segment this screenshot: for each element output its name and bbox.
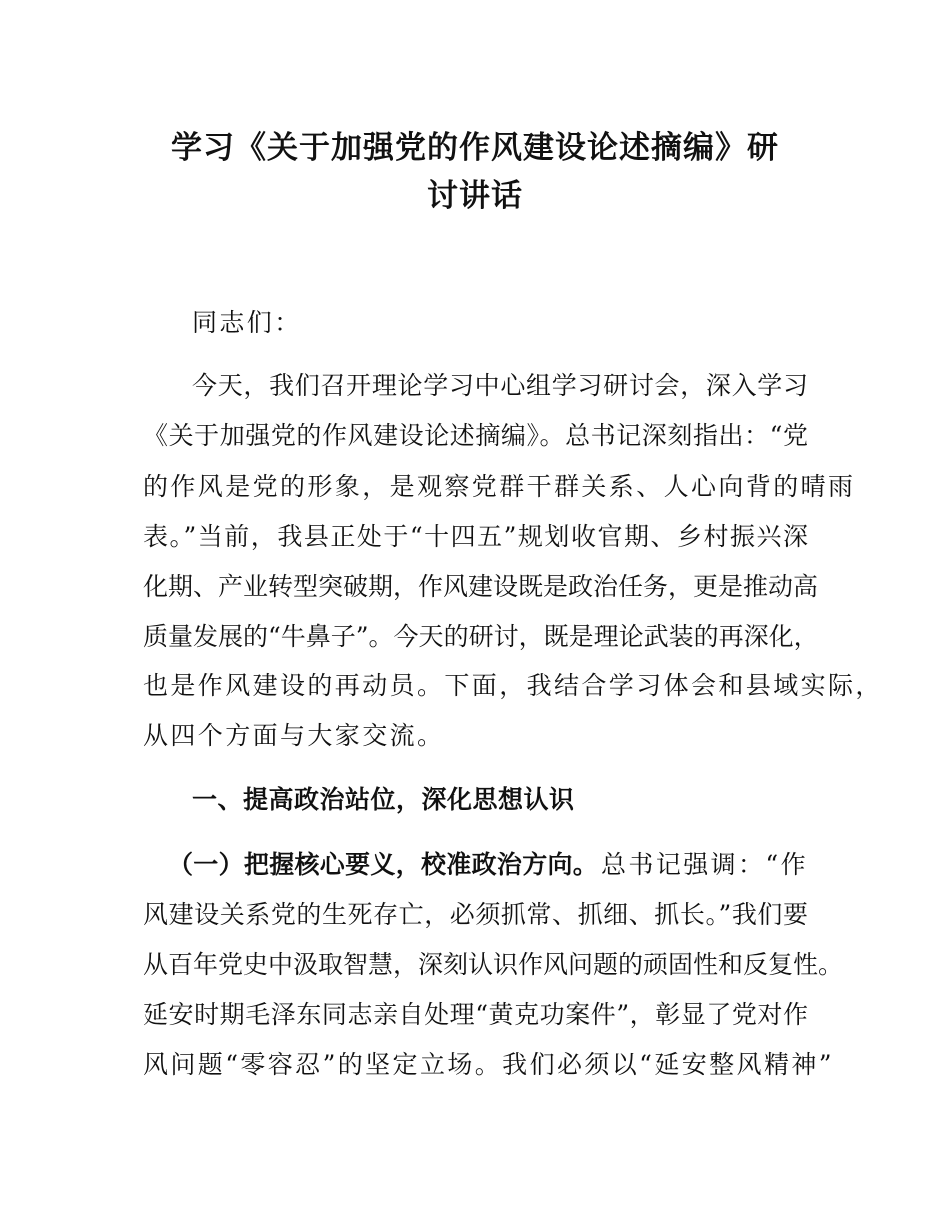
intro-line: 表。”当前，我县正处于“十四五”规划收官期、乡村振兴深 [143,522,808,551]
intro-line: 的作风是党的形象，是观察党群干群关系、人心向背的晴雨 [143,472,856,501]
subsection-lead: （一）把握核心要义，校准政治方向。 [168,850,599,879]
subsection-line: 风问题“零容忍”的坚定立场。我们必须以“延安整风精神” [143,1050,834,1079]
document-title-line-2: 讨讲话 [427,178,523,214]
intro-line: 《关于加强党的作风建设论述摘编》。总书记深刻指出：“党 [143,421,808,450]
subsection-line: 延安时期毛泽东同志亲自处理“黄克功案件”，彰显了党对作 [143,1000,808,1029]
document-title-line-1: 学习《关于加强党的作风建设论述摘编》研 [171,130,779,166]
intro-line: 也是作风建设的再动员。下面，我结合学习体会和县域实际， [143,671,883,700]
subsection-line: 风建设关系党的生死存亡，必须抓常、抓细、抓长。”我们要 [143,900,808,929]
intro-line: 化期、产业转型突破期，作风建设既是政治任务，更是推动高 [143,572,819,601]
intro-line: 质量发展的“牛鼻子”。今天的研讨，既是理论武装的再深化， [143,622,819,651]
subsection-first-line [168,850,808,880]
subsection-lead-rest: 总书记强调：“作 [601,850,808,879]
section-heading: 一、提高政治站位，深化思想认识 [192,785,575,814]
subsection-line: 从百年党史中汲取智慧，深刻认识作风问题的顽固性和反复性。 [143,950,844,979]
salutation: 同志们： [192,308,302,337]
intro-line: 从四个方面与大家交流。 [143,721,445,750]
intro-line: 今天，我们召开理论学习中心组学习研讨会，深入学习 [192,371,808,400]
